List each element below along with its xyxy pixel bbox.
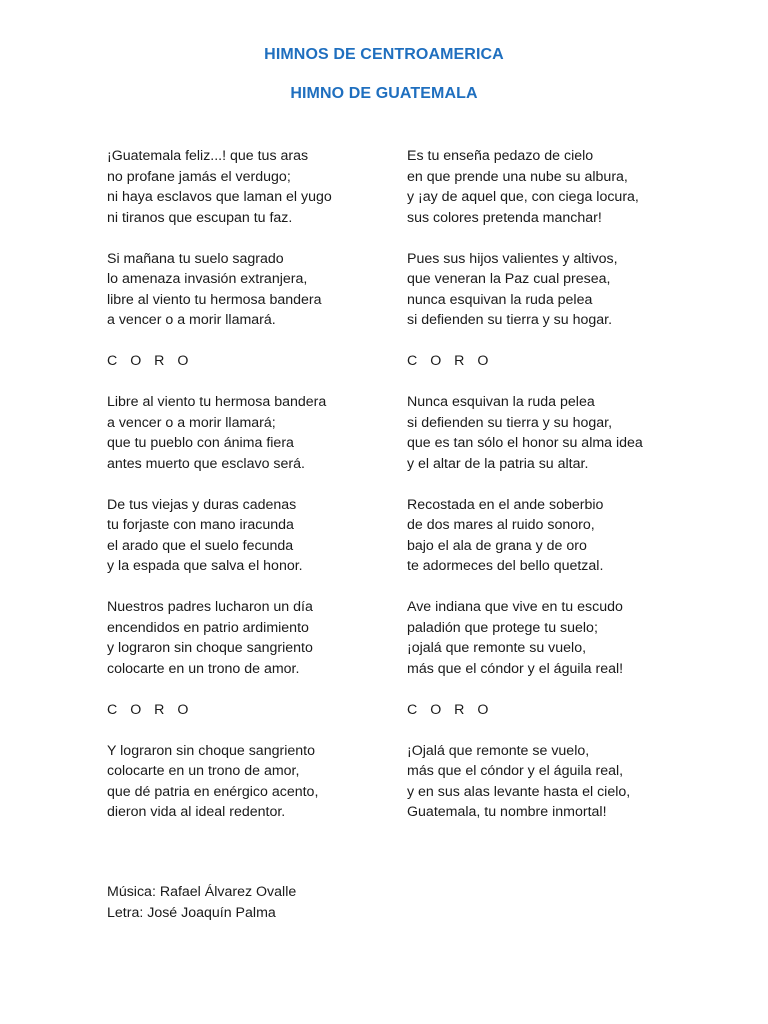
stanza-right-3	[407, 392, 707, 474]
stanza-left-4	[107, 495, 387, 577]
chorus-label-right-1: C O R O	[407, 353, 493, 369]
stanza-right-2	[407, 249, 707, 331]
verse-line: Si mañana tu suelo sagrado	[107, 250, 284, 267]
stanza-right-5	[407, 597, 707, 679]
stanza-left-3	[107, 392, 387, 474]
verse-line: más que el cóndor y el águila real!	[407, 660, 624, 677]
verse-line: encendidos en patrio ardimiento	[107, 619, 309, 636]
credits	[107, 882, 296, 923]
verse-line: Nuestros padres lucharon un día	[107, 599, 313, 615]
verse-line: nunca esquivan la ruda pelea	[407, 291, 593, 308]
verse-line: y lograron sin choque sangriento	[107, 640, 313, 656]
verse-line: ¡Ojalá que remonte se vuelo,	[407, 742, 590, 759]
verse-line: no profane jamás el verdugo;	[107, 168, 291, 185]
verse-line: Nunca esquivan la ruda pelea	[407, 394, 595, 410]
verse-line: Libre al viento tu hermosa bandera	[107, 394, 327, 410]
verse-line: ni haya esclavos que laman el yugo	[107, 189, 332, 205]
stanza-right-1	[407, 146, 707, 228]
verse-line: y en sus alas levante hasta el cielo,	[407, 783, 631, 800]
verse-line: tu forjaste con mano iracunda	[107, 517, 294, 533]
verse-line: antes muerto que esclavo será.	[107, 455, 305, 472]
verse-line: y el altar de la patria su altar.	[407, 455, 589, 472]
stanza-right-4	[407, 495, 707, 577]
verse-line: a vencer o a morir llamará;	[107, 414, 276, 431]
verse-line: a vencer o a morir llamará.	[107, 312, 276, 328]
stanza-left-6	[107, 741, 387, 823]
verse-line: si defienden su tierra y su hogar,	[407, 414, 613, 431]
verse-line: Recostada en el ande soberbio	[407, 496, 604, 513]
verse-line: Es tu enseña pedazo de cielo	[407, 148, 594, 164]
anthem-title: HIMNO DE GUATEMALA	[290, 85, 478, 102]
verse-line: sus colores pretenda manchar!	[407, 209, 602, 226]
verse-line: que dé patria en enérgico acento,	[107, 783, 319, 800]
verse-line: que veneran la Paz cual presea,	[407, 271, 611, 287]
verse-line: lo amenaza invasión extranjera,	[107, 271, 308, 287]
verse-line: más que el cóndor y el águila real,	[407, 763, 624, 779]
verse-line: paladión que protege tu suelo;	[407, 619, 598, 636]
verse-line: ¡Guatemala feliz...! que tus aras	[107, 148, 309, 164]
verse-line: en que prende una nube su albura,	[407, 168, 628, 185]
verse-line: Y lograron sin choque sangriento	[107, 742, 315, 759]
verse-line: el arado que el suelo fecunda	[107, 537, 294, 554]
verse-line: te adormeces del bello quetzal.	[407, 558, 604, 574]
verse-line: y la espada que salva el honor.	[107, 558, 303, 574]
verse-line: que es tan sólo el honor su alma idea	[407, 435, 643, 451]
verse-line: si defienden su tierra y su hogar.	[407, 312, 613, 328]
verse-line: bajo el ala de grana y de oro	[407, 537, 587, 554]
verse-line: De tus viejas y duras cadenas	[107, 496, 297, 513]
verse-line: colocarte en un trono de amor,	[107, 763, 300, 779]
stanza-right-6	[407, 741, 707, 823]
verse-line: Guatemala, tu nombre inmortal!	[407, 804, 607, 820]
stanza-left-2	[107, 249, 387, 331]
verse-line: libre al viento tu hermosa bandera	[107, 291, 322, 308]
lyrics-credit: Letra: José Joaquín Palma	[107, 904, 276, 921]
verse-line: y ¡ay de aquel que, con ciega locura,	[407, 189, 639, 205]
right-column	[407, 146, 707, 843]
verse-line: de dos mares al ruido sonoro,	[407, 517, 595, 533]
verse-line: ¡ojalá que remonte su vuelo,	[407, 640, 587, 656]
verse-line: dieron vida al ideal redentor.	[107, 804, 286, 820]
left-column	[107, 146, 387, 843]
verse-line: que tu pueblo con ánima fiera	[107, 435, 294, 451]
verse-line: colocarte en un trono de amor.	[107, 660, 300, 677]
stanza-left-5	[107, 597, 387, 679]
document-title: HIMNOS DE CENTROAMERICA	[264, 46, 504, 63]
chorus-label-left-1: C O R O	[107, 353, 193, 369]
verse-line: Pues sus hijos valientes y altivos,	[407, 250, 618, 267]
verse-line: Ave indiana que vive en tu escudo	[407, 599, 623, 615]
chorus-label-left-2: C O R O	[107, 701, 193, 718]
chorus-label-right-2: C O R O	[407, 701, 493, 718]
verse-line: ni tiranos que escupan tu faz.	[107, 209, 293, 226]
stanza-left-1	[107, 146, 387, 228]
music-credit: Música: Rafael Álvarez Ovalle	[107, 884, 297, 900]
